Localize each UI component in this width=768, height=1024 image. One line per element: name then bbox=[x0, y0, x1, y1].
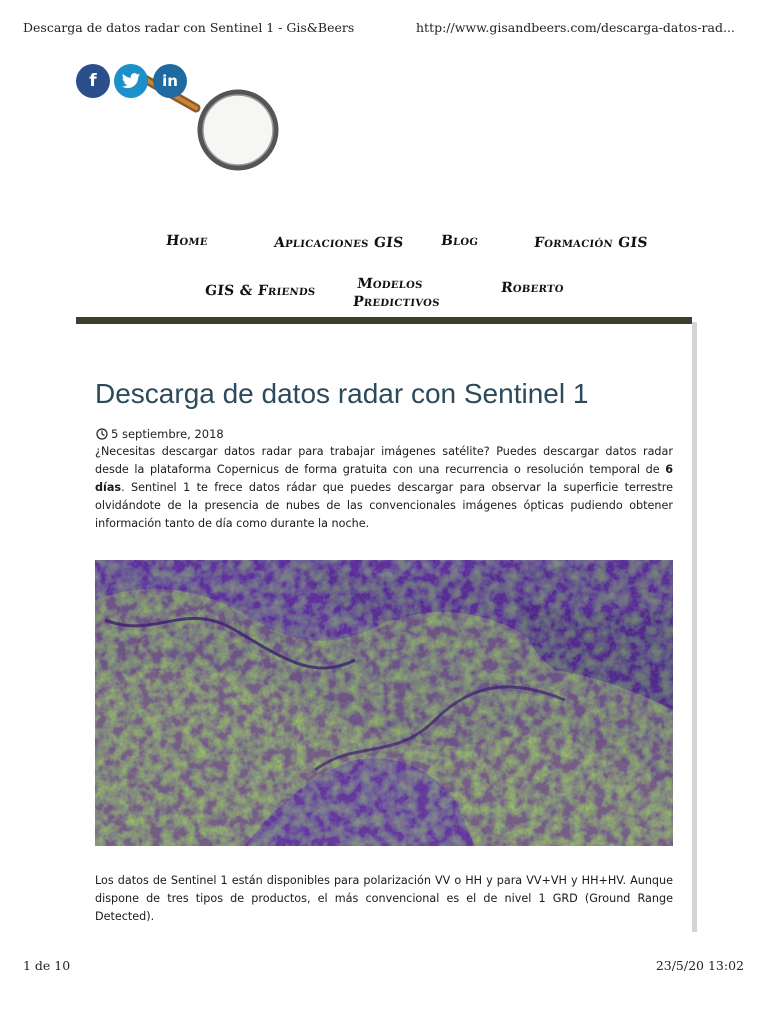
nav-aplicaciones-gis[interactable]: Aplicaciones GIS bbox=[273, 235, 405, 251]
print-footer bbox=[0, 958, 768, 978]
nav-blog[interactable]: Blog bbox=[440, 233, 480, 249]
nav-gis-friends[interactable]: GIS & Friends bbox=[204, 283, 317, 299]
facebook-glyph: f bbox=[89, 71, 97, 91]
linkedin-icon[interactable] bbox=[153, 64, 187, 98]
nav-formacion-gis[interactable]: Formación GIS bbox=[533, 235, 649, 251]
post-date bbox=[96, 427, 224, 441]
intro-paragraph bbox=[95, 443, 673, 533]
facebook-icon[interactable] bbox=[76, 64, 110, 98]
intro-text-b: . Sentinel 1 te frece datos rádar que puedes descargar para observar la superficie terrestre olvidándote de la presencia de nubes de las convencionales imágenes ópticas pudiendo obtener información tanto de día como durante la noche. bbox=[95, 481, 673, 530]
clock-icon bbox=[96, 428, 108, 440]
intro-bold-days: 6 días bbox=[95, 463, 673, 494]
print-header bbox=[0, 20, 768, 40]
nav-modelos-line1: Modelos bbox=[356, 276, 424, 292]
post-title: Descarga de datos radar con Sentinel 1 bbox=[95, 378, 589, 409]
print-page-title: Descarga de datos radar con Sentinel 1 - Gis&Beers bbox=[23, 20, 355, 35]
content-top-bar bbox=[76, 317, 692, 324]
twitter-icon[interactable] bbox=[114, 64, 148, 98]
linkedin-glyph: in bbox=[162, 72, 178, 90]
nav-modelos-line2: Predictivos bbox=[352, 294, 441, 310]
print-page-number: 1 de 10 bbox=[23, 958, 71, 973]
twitter-bird-glyph bbox=[121, 73, 141, 90]
nav-roberto[interactable]: Roberto bbox=[500, 280, 565, 296]
polarization-paragraph: Los datos de Sentinel 1 están disponibles para polarización VV o HH y para VV+VH y HH+HV. Aunque dispone de tres tipos de productos, el más convencional es el de nivel 1 GRD (Ground Range Detected). bbox=[95, 874, 673, 923]
intro-text-a: ¿Necesitas descargar datos radar para trabajar imágenes satélite? Puedes descargar datos radar desde la plataforma Copernicus de forma gratuita con una recurrencia o resolución temporal de bbox=[95, 445, 673, 476]
content-shadow bbox=[692, 322, 697, 932]
main-navigation bbox=[0, 226, 768, 316]
nav-modelos-predictivos[interactable] bbox=[352, 275, 441, 311]
nav-home[interactable]: Home bbox=[165, 233, 209, 249]
site-logo bbox=[76, 64, 296, 184]
print-datetime: 23/5/20 13:02 bbox=[655, 958, 744, 973]
sentinel-radar-image bbox=[95, 560, 673, 846]
post-date-text: 5 septiembre, 2018 bbox=[111, 427, 224, 441]
print-page-url: http://www.gisandbeers.com/descarga-datos-rad... bbox=[416, 20, 735, 35]
